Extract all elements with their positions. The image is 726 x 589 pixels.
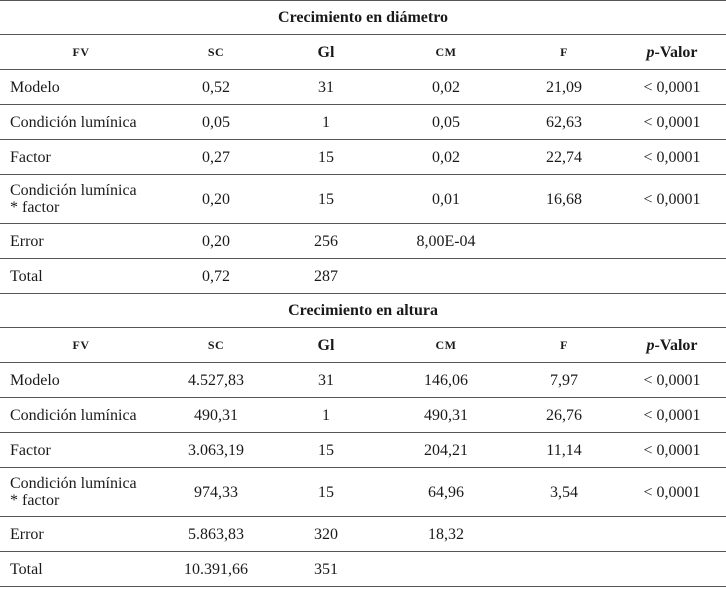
cell-cm bbox=[382, 552, 510, 587]
cell-f: 62,63 bbox=[510, 105, 618, 140]
table-row bbox=[0, 433, 726, 468]
cell-cm: 204,21 bbox=[382, 433, 510, 468]
table-row bbox=[0, 175, 726, 224]
cell-fv: Total bbox=[0, 259, 162, 294]
table-row bbox=[0, 517, 726, 552]
cell-p: < 0,0001 bbox=[618, 433, 726, 468]
section-title: Crecimiento en diámetro bbox=[0, 1, 726, 35]
table-row bbox=[0, 70, 726, 105]
table-row bbox=[0, 259, 726, 294]
cell-gl: 256 bbox=[270, 224, 382, 259]
cell-fv: Factor bbox=[0, 433, 162, 468]
cell-fv: Error bbox=[0, 224, 162, 259]
table-row bbox=[0, 224, 726, 259]
cell-f bbox=[510, 552, 618, 587]
header-row bbox=[0, 35, 726, 70]
cell-f: 26,76 bbox=[510, 398, 618, 433]
cell-f: 7,97 bbox=[510, 363, 618, 398]
cell-fv-line1: Condición lumínica bbox=[10, 182, 137, 199]
cell-gl: 15 bbox=[270, 468, 382, 517]
cell-fv: Condición lumínica bbox=[0, 105, 162, 140]
cell-cm: 0,05 bbox=[382, 105, 510, 140]
cell-cm: 146,06 bbox=[382, 363, 510, 398]
cell-fv bbox=[0, 468, 162, 517]
section-title-row bbox=[0, 1, 726, 35]
cell-p: < 0,0001 bbox=[618, 140, 726, 175]
cell-sc: 0,52 bbox=[162, 70, 270, 105]
table-row bbox=[0, 140, 726, 175]
cell-sc: 974,33 bbox=[162, 468, 270, 517]
cell-gl: 287 bbox=[270, 259, 382, 294]
cell-gl: 15 bbox=[270, 175, 382, 224]
cell-sc: 10.391,66 bbox=[162, 552, 270, 587]
cell-cm: 64,96 bbox=[382, 468, 510, 517]
cell-sc: 490,31 bbox=[162, 398, 270, 433]
cell-p: < 0,0001 bbox=[618, 70, 726, 105]
cell-p: < 0,0001 bbox=[618, 363, 726, 398]
header-cm: CM bbox=[382, 35, 510, 70]
cell-fv: Total bbox=[0, 552, 162, 587]
cell-sc: 3.063,19 bbox=[162, 433, 270, 468]
cell-sc: 0,72 bbox=[162, 259, 270, 294]
cell-gl: 351 bbox=[270, 552, 382, 587]
cell-fv bbox=[0, 175, 162, 224]
cell-fv: Modelo bbox=[0, 363, 162, 398]
cell-p bbox=[618, 224, 726, 259]
cell-p bbox=[618, 552, 726, 587]
cell-p: < 0,0001 bbox=[618, 468, 726, 517]
cell-cm: 0,01 bbox=[382, 175, 510, 224]
header-gl: Gl bbox=[270, 328, 382, 363]
cell-f: 11,14 bbox=[510, 433, 618, 468]
cell-f bbox=[510, 517, 618, 552]
header-p-italic: p bbox=[646, 336, 655, 354]
cell-sc: 5.863,83 bbox=[162, 517, 270, 552]
cell-fv: Modelo bbox=[0, 70, 162, 105]
table-row bbox=[0, 468, 726, 517]
header-p-valor bbox=[618, 328, 726, 363]
cell-p bbox=[618, 517, 726, 552]
header-p-italic: p bbox=[646, 43, 655, 61]
header-f: F bbox=[510, 35, 618, 70]
cell-f: 21,09 bbox=[510, 70, 618, 105]
cell-f bbox=[510, 259, 618, 294]
header-fv: FV bbox=[0, 35, 162, 70]
section-title: Crecimiento en altura bbox=[0, 294, 726, 328]
cell-sc: 0,27 bbox=[162, 140, 270, 175]
cell-cm: 18,32 bbox=[382, 517, 510, 552]
header-f: F bbox=[510, 328, 618, 363]
cell-gl: 15 bbox=[270, 433, 382, 468]
cell-cm: 0,02 bbox=[382, 70, 510, 105]
cell-p: < 0,0001 bbox=[618, 105, 726, 140]
cell-fv-line1: Condición lumínica bbox=[10, 475, 137, 492]
cell-cm: 490,31 bbox=[382, 398, 510, 433]
cell-cm: 0,02 bbox=[382, 140, 510, 175]
table-row bbox=[0, 552, 726, 587]
cell-gl: 320 bbox=[270, 517, 382, 552]
cell-sc: 0,20 bbox=[162, 175, 270, 224]
cell-f: 16,68 bbox=[510, 175, 618, 224]
cell-fv-line2: * factor bbox=[10, 199, 60, 216]
cell-p: < 0,0001 bbox=[618, 175, 726, 224]
cell-sc: 0,05 bbox=[162, 105, 270, 140]
cell-f: 22,74 bbox=[510, 140, 618, 175]
header-cm: CM bbox=[382, 328, 510, 363]
cell-gl: 15 bbox=[270, 140, 382, 175]
header-p-rest: -Valor bbox=[654, 336, 698, 354]
cell-cm: 8,00E-04 bbox=[382, 224, 510, 259]
header-fv: FV bbox=[0, 328, 162, 363]
header-row bbox=[0, 328, 726, 363]
header-gl: Gl bbox=[270, 35, 382, 70]
cell-sc: 0,20 bbox=[162, 224, 270, 259]
cell-sc: 4.527,83 bbox=[162, 363, 270, 398]
cell-p: < 0,0001 bbox=[618, 398, 726, 433]
header-sc: SC bbox=[162, 328, 270, 363]
cell-gl: 1 bbox=[270, 105, 382, 140]
header-p-valor bbox=[618, 35, 726, 70]
cell-fv-line2: * factor bbox=[10, 492, 60, 509]
cell-fv: Error bbox=[0, 517, 162, 552]
cell-fv: Factor bbox=[0, 140, 162, 175]
cell-f bbox=[510, 224, 618, 259]
cell-gl: 31 bbox=[270, 363, 382, 398]
cell-fv: Condición lumínica bbox=[0, 398, 162, 433]
table-row bbox=[0, 363, 726, 398]
table-row bbox=[0, 398, 726, 433]
cell-cm bbox=[382, 259, 510, 294]
header-sc: SC bbox=[162, 35, 270, 70]
cell-f: 3,54 bbox=[510, 468, 618, 517]
table-row bbox=[0, 105, 726, 140]
header-p-rest: -Valor bbox=[654, 43, 698, 61]
cell-gl: 31 bbox=[270, 70, 382, 105]
cell-p bbox=[618, 259, 726, 294]
cell-gl: 1 bbox=[270, 398, 382, 433]
section-title-row bbox=[0, 294, 726, 328]
